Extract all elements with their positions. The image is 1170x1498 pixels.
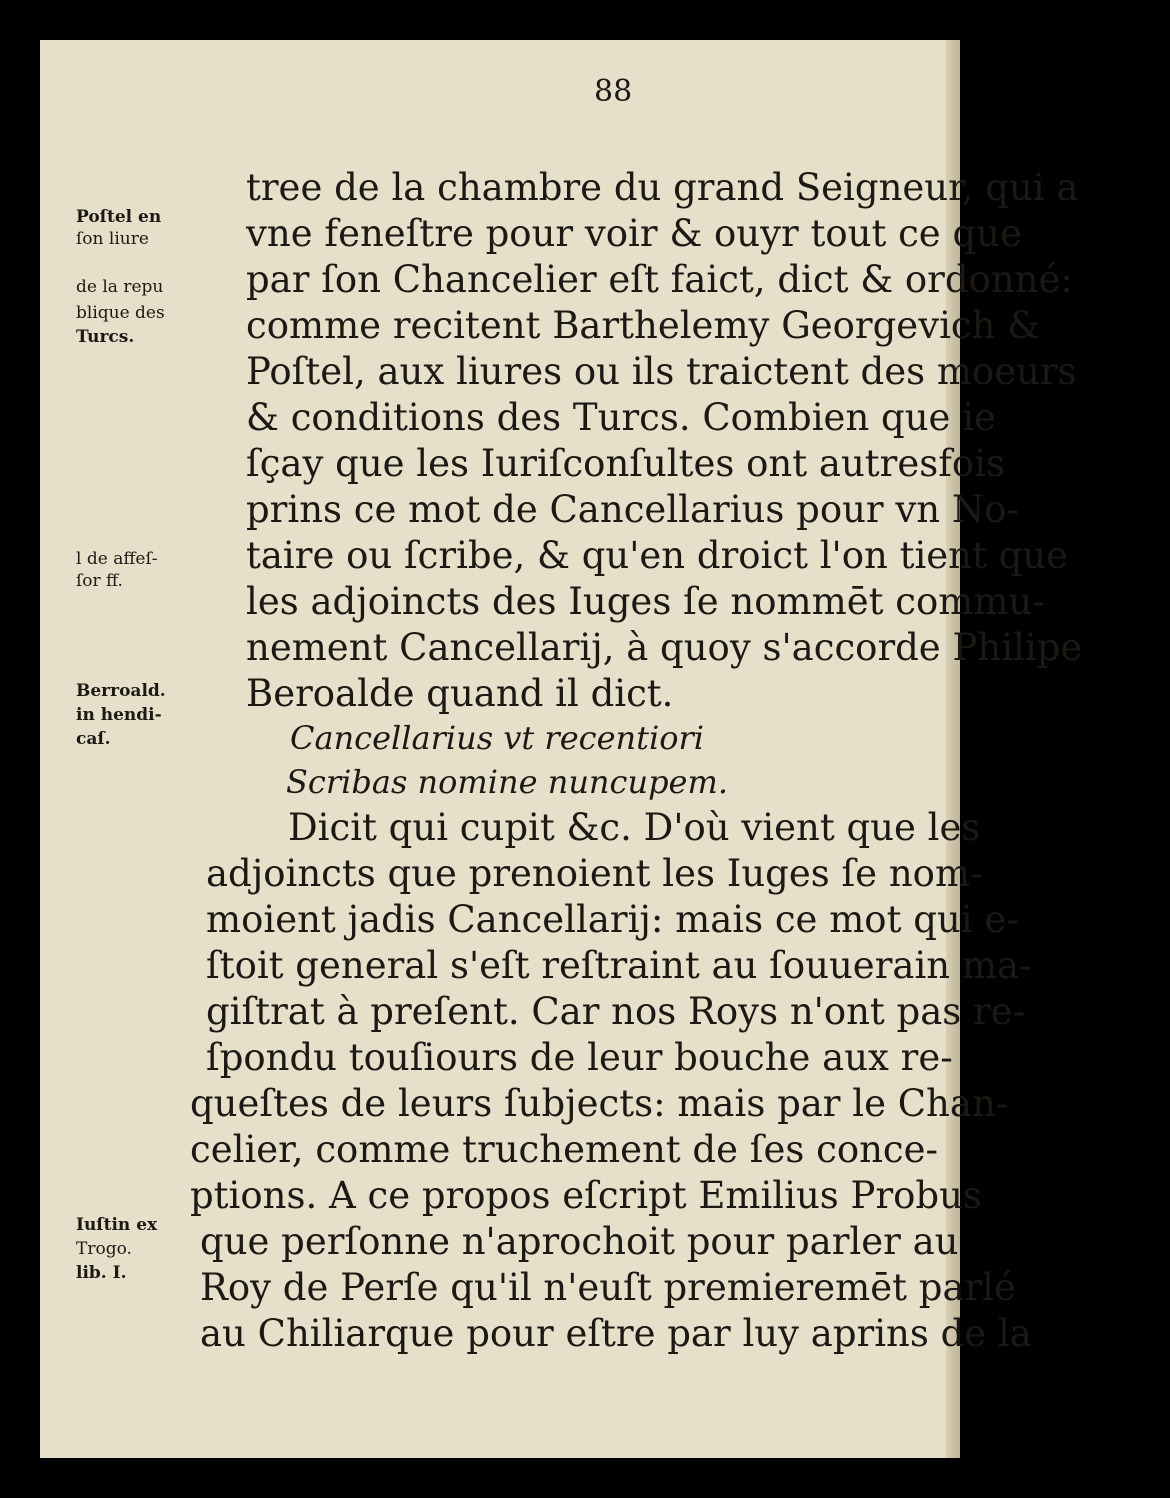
text-line: ſpondu touſiours de leur bouche aux re-	[206, 1036, 953, 1079]
text-line: celier, comme truchement de ſes conce-	[190, 1128, 939, 1171]
page-number: 88	[594, 74, 633, 109]
text-line: queſtes de leurs ſubjects: mais par le Chan-	[190, 1082, 1009, 1125]
text-line: les adjoincts des Iuges ſe nommēt commu-	[246, 580, 1045, 623]
verse-line: Scribas nomine nuncupem.	[286, 763, 728, 801]
margin-note-line: ſon liure	[76, 229, 149, 249]
text-line: comme recitent Barthelemy Georgevich &	[246, 304, 1041, 347]
text-line: au Chiliarque pour eſtre par luy aprins de la	[200, 1312, 1032, 1355]
text-line: ſtoit general s'eſt reſtraint au ſouuerain ma-	[206, 944, 1032, 987]
text-line: par ſon Chancelier eſt faict, dict & ordonné:	[246, 258, 1073, 301]
margin-note-line: caſ.	[76, 729, 111, 749]
text-line: moient jadis Cancellarij: mais ce mot qui e-	[206, 898, 1019, 941]
text-line: & conditions des Turcs. Combien que ie	[246, 396, 996, 439]
text-line: Beroalde quand il dict.	[246, 672, 674, 715]
text-line: Dicit qui cupit &c. D'où vient que les	[288, 806, 981, 849]
text-line: taire ou ſcribe, & qu'en droict l'on tient que	[246, 534, 1069, 577]
text-line: Poſtel, aux liures ou ils traictent des moeurs	[246, 350, 1077, 393]
margin-note-line: Berroald.	[76, 681, 166, 701]
text-line: tree de la chambre du grand Seigneur, qui a	[246, 166, 1079, 209]
margin-note-line: Turcs.	[76, 327, 135, 347]
text-line: adjoincts que prenoient les Iuges ſe nom-	[206, 852, 983, 895]
margin-note-line: Poſtel en	[76, 207, 162, 227]
book-page	[40, 40, 1083, 1458]
text-line: que perſonne n'aprochoit pour parler au	[200, 1220, 959, 1263]
text-line: ptions. A ce propos eſcript Emilius Probus	[190, 1174, 982, 1217]
margin-note-line: Trogo.	[76, 1239, 132, 1259]
margin-note-line: de la repu	[76, 277, 164, 297]
margin-note-line: blique des	[76, 303, 165, 323]
text-line: nement Cancellarij, à quoy s'accorde Philipe	[246, 626, 1083, 669]
margin-note-line: lib. I.	[76, 1263, 127, 1283]
text-line: Roy de Perſe qu'il n'euſt premieremēt parlé	[200, 1266, 1016, 1309]
text-line: prins ce mot de Cancellarius pour vn No-	[246, 488, 1020, 531]
margin-note-line: Iuſtin ex	[76, 1215, 158, 1235]
margin-note-line: l de affeſ-	[76, 549, 158, 569]
text-line: giſtrat à preſent. Car nos Roys n'ont pas re-	[206, 990, 1026, 1033]
margin-note-line: ſor ff.	[76, 571, 123, 591]
verse-line: Cancellarius vt recentiori	[290, 719, 705, 757]
margin-note-line: in hendi-	[76, 705, 162, 725]
text-line: ſçay que les Iuriſconſultes ont autresfois	[246, 442, 1006, 485]
text-line: vne feneſtre pour voir & ouyr tout ce que	[246, 212, 1022, 255]
